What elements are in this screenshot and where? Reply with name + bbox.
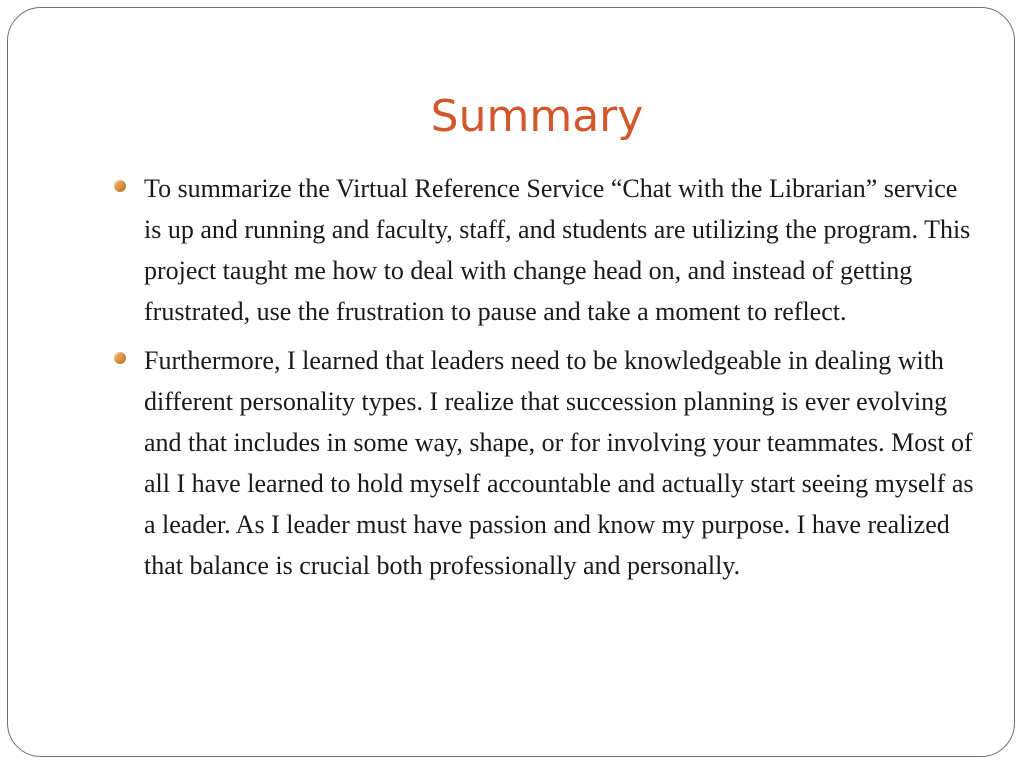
- slide-title: Summary: [430, 91, 644, 142]
- bullet-item: [112, 168, 974, 332]
- bullet-item: [112, 340, 974, 586]
- bullet-dot-icon: [114, 352, 126, 364]
- bullet-dot-icon: [114, 180, 126, 192]
- bullet-list: [112, 168, 974, 594]
- bullet-text: To summarize the Virtual Reference Service “Chat with the Librarian” service is up and running and faculty, staff, and students are utilizing the program. This project taught me how to deal with change head on, and instead of getting frustrated, use the frustration to pause and take a moment to reflect.: [144, 174, 971, 326]
- bullet-text: Furthermore, I learned that leaders need to be knowledgeable in dealing with different personality types. I realize that succession planning is ever evolving and that includes in some way, shape, or for involving your teammates. Most of all I have learned to hold myself accountable and actually start seeing myself as a leader. As I leader must have passion and know my purpose. I have realized that balance is crucial both professionally and personally.: [144, 346, 974, 580]
